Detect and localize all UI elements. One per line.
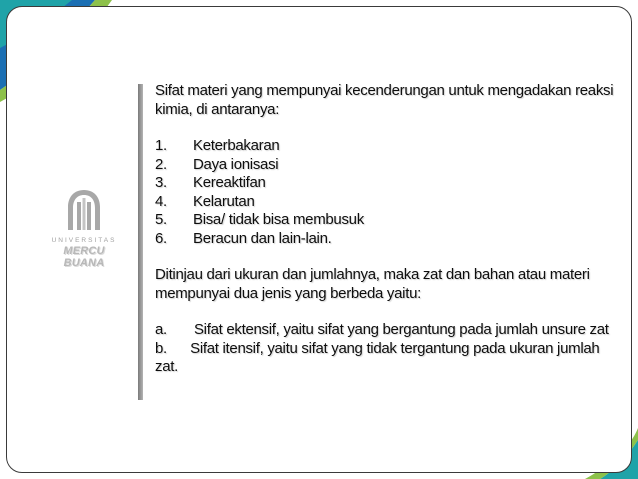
list-text: Beracun dan lain-lain. bbox=[193, 229, 332, 247]
list-text: Kelarutan bbox=[193, 192, 255, 210]
list-item bbox=[155, 193, 625, 212]
list-number: 3. bbox=[155, 174, 167, 191]
list-item bbox=[155, 156, 625, 175]
list-number: 2. bbox=[155, 155, 167, 173]
university-logo bbox=[44, 188, 124, 268]
list-text: Bisa/ tidak bisa membusuk bbox=[193, 211, 364, 228]
mercu-buana-logo-icon bbox=[64, 188, 104, 232]
point-a: a. Sifat ektensif, yaitu sifat yang bergantung pada jumlah unsure zat bbox=[155, 321, 609, 338]
list-item bbox=[155, 211, 625, 230]
list-text: Kereaktifan bbox=[193, 174, 266, 191]
list-number: 4. bbox=[155, 192, 167, 210]
list-text: Daya ionisasi bbox=[193, 155, 279, 173]
list-item bbox=[155, 174, 625, 193]
list-number: 5. bbox=[155, 211, 167, 228]
intro-paragraph: Sifat materi yang mempunyai kecenderungan untuk mengadakan reaksi kimia, di antaranya: bbox=[155, 82, 614, 118]
slide-content bbox=[155, 82, 625, 377]
text-accent-bar bbox=[138, 84, 143, 400]
point-b: b. Sifat itensif, yaitu sifat yang tidak tergantung pada ukuran jumlah zat. bbox=[155, 339, 604, 375]
logo-line-mercu-buana: MERCU BUANA bbox=[63, 245, 105, 269]
list-number: 6. bbox=[155, 229, 167, 247]
logo-line-universitas: UNIVERSITAS bbox=[51, 237, 117, 244]
list-number: 1. bbox=[155, 137, 167, 154]
second-paragraph: Ditinjau dari ukuran dan jumlahnya, maka zat dan bahan atau materi mempunyai dua jenis yang berbeda yaitu: bbox=[155, 266, 590, 302]
list-item bbox=[155, 230, 625, 249]
list-text: Keterbakaran bbox=[193, 137, 280, 154]
list-item bbox=[155, 137, 625, 156]
